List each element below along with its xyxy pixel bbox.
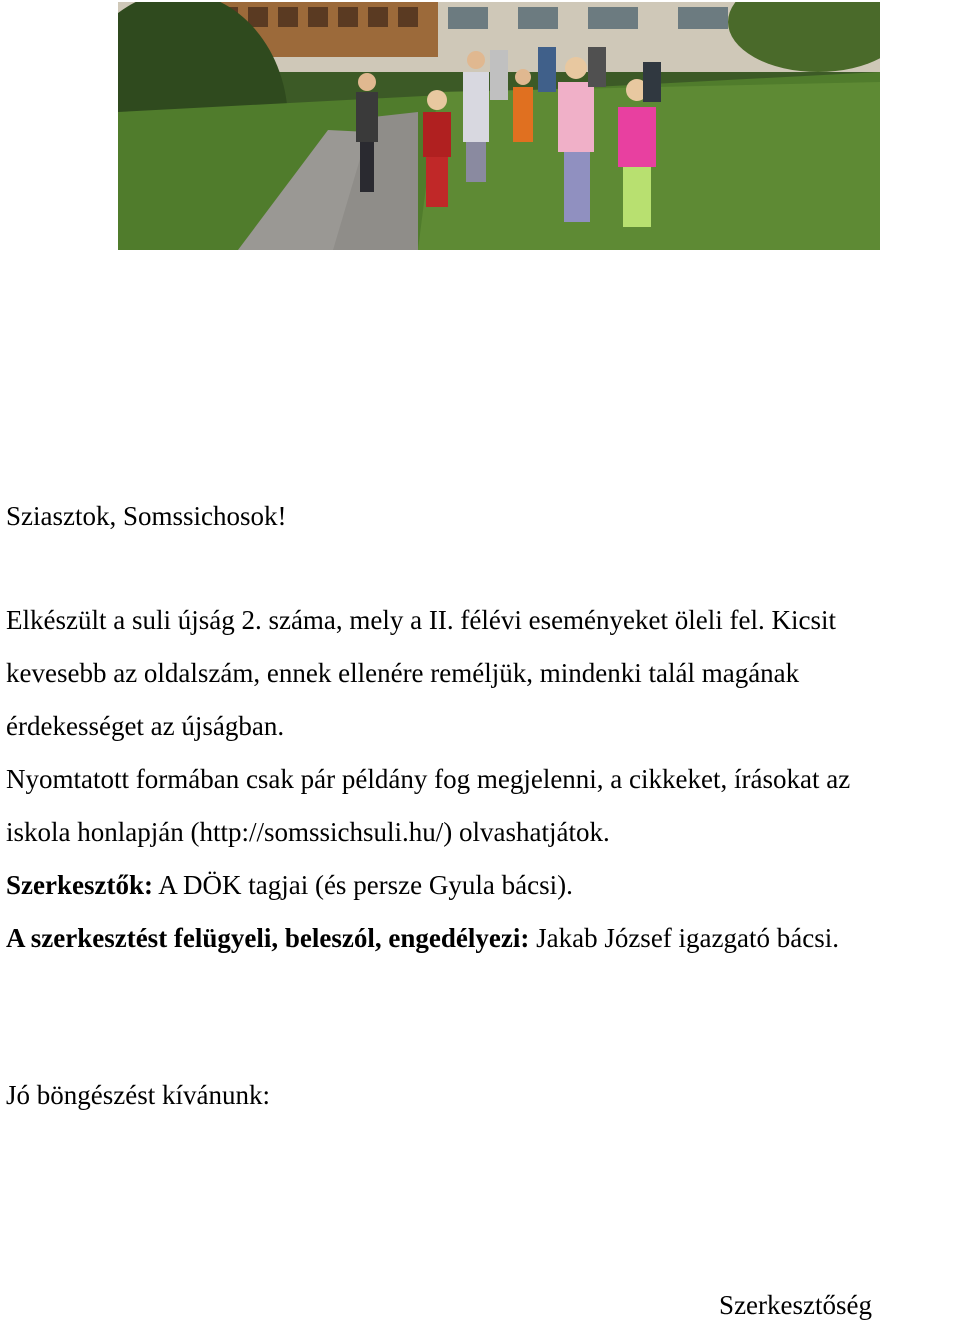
print-note-line-2: iskola honlapján (http://somssichsuli.hu/) olvashatjátok. — [6, 817, 610, 847]
intro-line-3: érdekességet az újságban. — [6, 711, 285, 741]
intro-line-2: kevesebb az oldalszám, ennek ellenére reméljük, mindenki talál magának — [6, 658, 800, 688]
signature: Szerkesztőség — [719, 1290, 872, 1320]
editors-label: Szerkesztők: — [6, 870, 153, 900]
intro-line-1: Elkészült a suli újság 2. száma, mely a II. félévi eseményeket öleli fel. Kicsit — [6, 605, 836, 635]
school-photo — [118, 2, 880, 250]
greeting: Sziasztok, Somssichosok! — [6, 501, 287, 531]
editors-line — [6, 869, 573, 901]
closing-line: Jó böngészést kívánunk: — [6, 1080, 270, 1110]
editors-value: A DÖK tagjai (és persze Gyula bácsi). — [152, 870, 573, 900]
print-note-line-1: Nyomtatott formában csak pár példány fog megjelenni, a cikkeket, írásokat az — [6, 764, 851, 794]
supervisor-value: Jakab József igazgató bácsi. — [529, 923, 839, 953]
supervisor-label: A szerkesztést felügyeli, beleszól, engedélyezi: — [6, 923, 530, 953]
supervisor-line — [6, 922, 839, 954]
